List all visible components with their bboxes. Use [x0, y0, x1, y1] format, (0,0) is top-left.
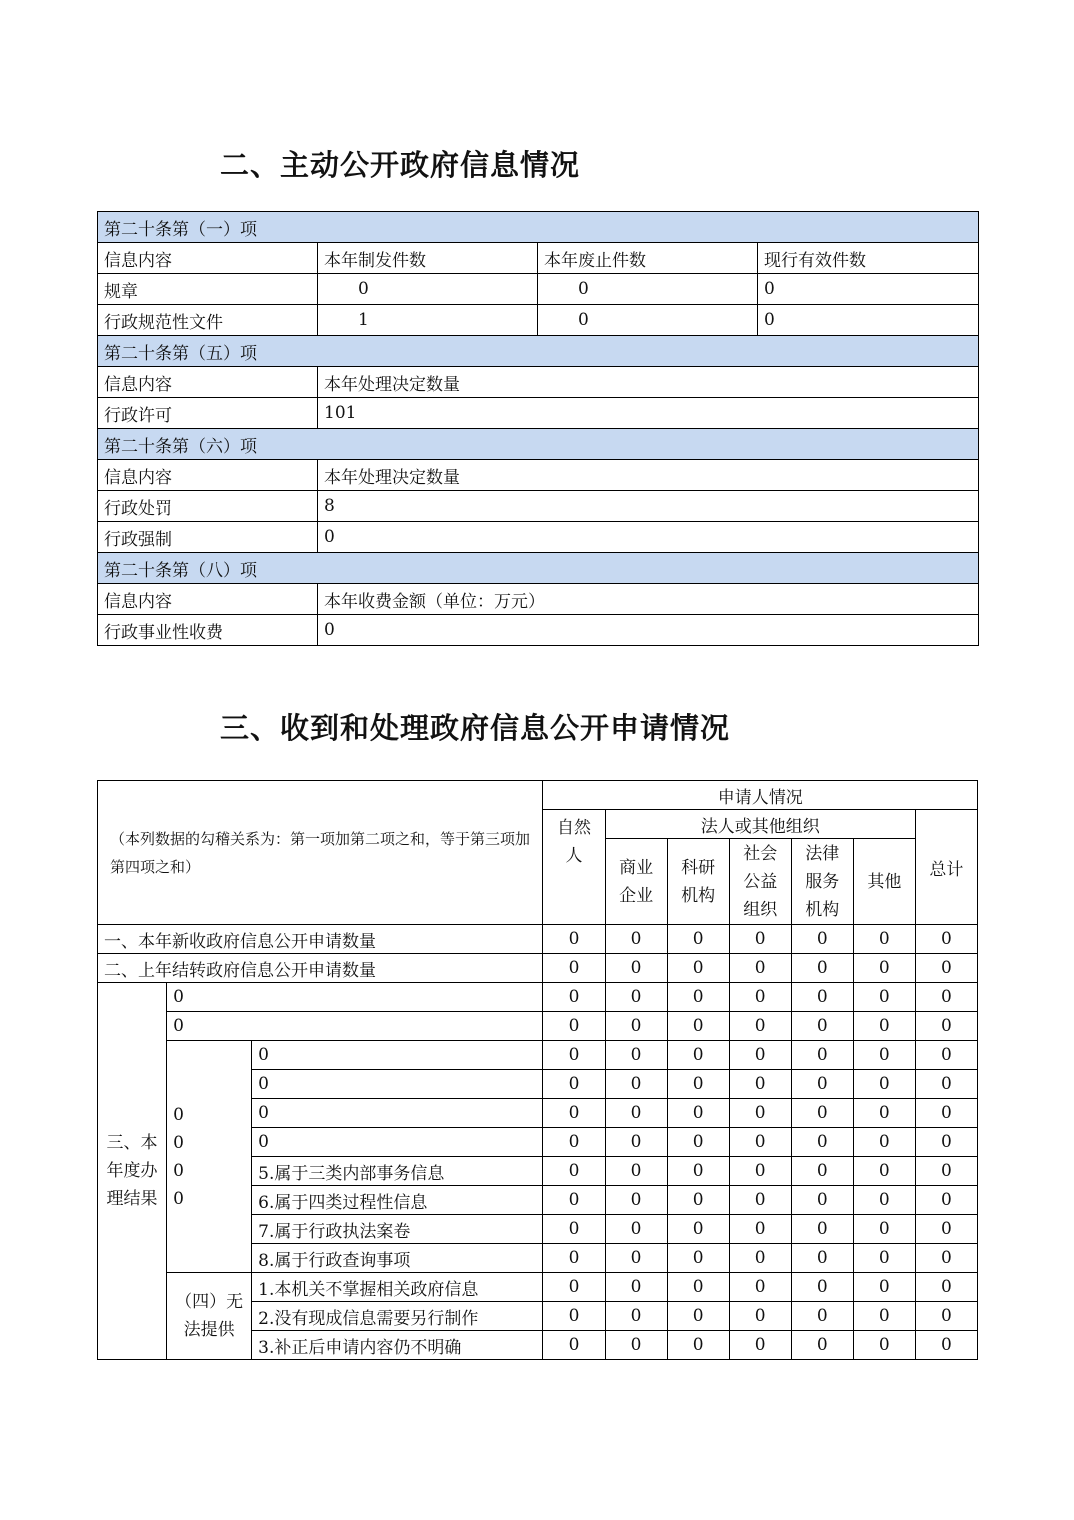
cell-value: 0 — [915, 1099, 977, 1128]
cell-value: 0 — [729, 1215, 791, 1244]
org-column-header: 其他 — [853, 839, 915, 925]
cell-value: 0 — [605, 983, 667, 1012]
cell-value: 0 — [915, 1331, 977, 1360]
fee-amount: 0 — [318, 615, 979, 646]
cell-value: 0 — [853, 1099, 915, 1128]
cell-value: 0 — [791, 954, 853, 983]
table-row — [98, 954, 978, 983]
row-label: 一、本年新收政府信息公开申请数量 — [98, 925, 543, 954]
cell-value: 0 — [729, 1128, 791, 1157]
row-label: 行政规范性文件 — [98, 305, 318, 336]
cell-value: 0 — [667, 1070, 729, 1099]
proactive-disclosure-table — [97, 211, 979, 646]
cell-value: 0 — [791, 1099, 853, 1128]
cell-value: 0 — [791, 1041, 853, 1070]
column-header: 本年废止件数 — [538, 243, 758, 274]
cell-value: 0 — [667, 983, 729, 1012]
column-header: 本年处理决定数量 — [318, 460, 979, 491]
cell-value: 0 — [543, 1186, 605, 1215]
table-row — [98, 1273, 978, 1302]
cell-value: 0 — [791, 1244, 853, 1273]
cell-value: 0 — [605, 1273, 667, 1302]
cell-value: 0 — [605, 1041, 667, 1070]
applicant-header: 申请人情况 — [543, 781, 978, 810]
cell-value: 0 — [667, 1099, 729, 1128]
table-row — [98, 983, 978, 1012]
cell-value: 0 — [729, 1041, 791, 1070]
org-column-header: 科研机构 — [667, 839, 729, 925]
row-label: 二、上年结转政府信息公开申请数量 — [98, 954, 543, 983]
cell-value: 0 — [543, 1012, 605, 1041]
column-header: 信息内容 — [98, 460, 318, 491]
valid-count: 0 — [758, 305, 979, 336]
cell-value: 0 — [853, 954, 915, 983]
cell-value: 0 — [667, 1215, 729, 1244]
cell-value: 0 — [915, 1302, 977, 1331]
column-header: 信息内容 — [98, 584, 318, 615]
row-label: 0 — [252, 1099, 543, 1128]
row-label: 0 — [252, 1041, 543, 1070]
cell-value: 0 — [605, 925, 667, 954]
section-3-title: 三、收到和处理政府信息公开申请情况 — [220, 711, 731, 745]
cell-value: 0 — [605, 1244, 667, 1273]
cell-value: 0 — [915, 925, 977, 954]
table-row — [98, 925, 978, 954]
cell-value: 0 — [791, 1215, 853, 1244]
cell-value: 0 — [605, 1070, 667, 1099]
cell-value: 0 — [915, 1244, 977, 1273]
results-group-label: 三、本年度办理结果 — [98, 983, 167, 1360]
cell-value: 0 — [791, 1070, 853, 1099]
article-8-header: 第二十条第（八）项 — [98, 553, 979, 584]
row-label: 6.属于四类过程性信息 — [252, 1186, 543, 1215]
cell-value: 0 — [729, 1273, 791, 1302]
decision-count: 0 — [318, 522, 979, 553]
cell-value: 0 — [667, 1186, 729, 1215]
cell-value: 0 — [605, 1215, 667, 1244]
sub-group-c-label — [167, 1041, 252, 1273]
cell-value: 0 — [729, 1244, 791, 1273]
cell-value: 0 — [853, 1302, 915, 1331]
cell-value: 0 — [605, 954, 667, 983]
cell-value: 0 — [667, 1157, 729, 1186]
cell-value: 0 — [729, 1186, 791, 1215]
cell-value: 0 — [853, 1215, 915, 1244]
abolished-count: 0 — [538, 274, 758, 305]
cell-value: 0 — [605, 1157, 667, 1186]
cell-value: 0 — [543, 1331, 605, 1360]
cell-value: 0 — [543, 1128, 605, 1157]
cell-value: 0 — [853, 1070, 915, 1099]
article-5-header: 第二十条第（五）项 — [98, 336, 979, 367]
column-header: 信息内容 — [98, 367, 318, 398]
column-header: 本年制发件数 — [318, 243, 538, 274]
cell-value: 0 — [791, 1331, 853, 1360]
row-label: 2.没有现成信息需要另行制作 — [252, 1302, 543, 1331]
column-header: 本年处理决定数量 — [318, 367, 979, 398]
cell-value: 0 — [853, 983, 915, 1012]
cell-value: 0 — [543, 1041, 605, 1070]
cell-value: 0 — [729, 1012, 791, 1041]
decision-count: 8 — [318, 491, 979, 522]
reconciliation-note: （本列数据的勾稽关系为：第一项加第二项之和，等于第三项加第四项之和） — [98, 781, 543, 925]
cell-value: 0 — [915, 954, 977, 983]
cell-value: 0 — [667, 925, 729, 954]
cell-value: 0 — [853, 925, 915, 954]
cell-value: 0 — [791, 1157, 853, 1186]
cell-value: 0 — [667, 1041, 729, 1070]
sub-group-d-label: （四）无法提供 — [167, 1273, 252, 1360]
article-6-header: 第二十条第（六）项 — [98, 429, 979, 460]
cell-value: 0 — [791, 1128, 853, 1157]
cell-value: 0 — [853, 1244, 915, 1273]
cell-value: 0 — [915, 1012, 977, 1041]
cell-value: 0 — [605, 1099, 667, 1128]
row-label: 行政强制 — [98, 522, 318, 553]
cell-value: 0 — [667, 954, 729, 983]
cell-value: 0 — [729, 983, 791, 1012]
table-row — [98, 1041, 978, 1070]
cell-value: 0 — [791, 1302, 853, 1331]
cell-value: 0 — [543, 925, 605, 954]
cell-value: 0 — [915, 1157, 977, 1186]
cell-value: 0 — [667, 1128, 729, 1157]
cell-value: 0 — [729, 1099, 791, 1128]
row-label: 规章 — [98, 274, 318, 305]
cell-value: 0 — [605, 1331, 667, 1360]
column-header: 现行有效件数 — [758, 243, 979, 274]
cell-value: 0 — [853, 1186, 915, 1215]
sub-group-c-line: 0 — [173, 1160, 184, 1181]
issued-count: 0 — [318, 274, 538, 305]
cell-value: 0 — [915, 983, 977, 1012]
cell-value: 0 — [667, 1302, 729, 1331]
row-label: 行政处罚 — [98, 491, 318, 522]
cell-value: 0 — [543, 1302, 605, 1331]
cell-value: 0 — [853, 1041, 915, 1070]
org-column-header: 社会公益组织 — [729, 839, 791, 925]
cell-value: 0 — [605, 1012, 667, 1041]
column-header: 信息内容 — [98, 243, 318, 274]
cell-value: 0 — [729, 1157, 791, 1186]
application-handling-table — [97, 780, 978, 1360]
valid-count: 0 — [758, 274, 979, 305]
cell-value: 0 — [729, 1302, 791, 1331]
cell-value: 0 — [853, 1012, 915, 1041]
cell-value: 0 — [605, 1302, 667, 1331]
cell-value: 0 — [791, 925, 853, 954]
section-2-title: 二、主动公开政府信息情况 — [220, 148, 581, 182]
sub-group-c-line: 0 — [173, 1132, 184, 1153]
row-label: 1.本机关不掌握相关政府信息 — [252, 1273, 543, 1302]
cell-value: 0 — [853, 1128, 915, 1157]
row-label: 3.补正后申请内容仍不明确 — [252, 1331, 543, 1360]
org-header: 法人或其他组织 — [605, 810, 915, 839]
abolished-count: 0 — [538, 305, 758, 336]
cell-value: 0 — [605, 1186, 667, 1215]
cell-value: 0 — [605, 1128, 667, 1157]
column-header: 本年收费金额（单位：万元） — [318, 584, 979, 615]
cell-value: 0 — [853, 1273, 915, 1302]
cell-value: 0 — [543, 954, 605, 983]
cell-value: 0 — [791, 1186, 853, 1215]
cell-value: 0 — [915, 1041, 977, 1070]
cell-value: 0 — [543, 1273, 605, 1302]
total-header: 总计 — [915, 810, 977, 925]
row-label: 5.属于三类内部事务信息 — [252, 1157, 543, 1186]
cell-value: 0 — [667, 1012, 729, 1041]
row-label: 7.属于行政执法案卷 — [252, 1215, 543, 1244]
row-label: 行政许可 — [98, 398, 318, 429]
row-label: 0 — [252, 1128, 543, 1157]
cell-value: 0 — [667, 1244, 729, 1273]
cell-value: 0 — [915, 1186, 977, 1215]
article-1-header: 第二十条第（一）项 — [98, 212, 979, 243]
sub-group-c-line: 0 — [173, 1188, 184, 1209]
decision-count: 101 — [318, 398, 979, 429]
row-label: 8.属于行政查询事项 — [252, 1244, 543, 1273]
org-column-header: 商业企业 — [605, 839, 667, 925]
row-label: 0 — [167, 983, 543, 1012]
issued-count: 1 — [318, 305, 538, 336]
cell-value: 0 — [853, 1331, 915, 1360]
cell-value: 0 — [543, 1157, 605, 1186]
cell-value: 0 — [667, 1331, 729, 1360]
cell-value: 0 — [543, 1099, 605, 1128]
cell-value: 0 — [853, 1157, 915, 1186]
org-column-header: 法律服务机构 — [791, 839, 853, 925]
cell-value: 0 — [667, 1273, 729, 1302]
cell-value: 0 — [729, 954, 791, 983]
cell-value: 0 — [915, 1215, 977, 1244]
cell-value: 0 — [915, 1128, 977, 1157]
natural-person-header: 自然人 — [543, 810, 605, 925]
cell-value: 0 — [791, 1012, 853, 1041]
cell-value: 0 — [729, 1331, 791, 1360]
cell-value: 0 — [729, 1070, 791, 1099]
cell-value: 0 — [791, 1273, 853, 1302]
row-label: 0 — [252, 1070, 543, 1099]
row-label: 0 — [167, 1012, 543, 1041]
cell-value: 0 — [915, 1273, 977, 1302]
row-label: 行政事业性收费 — [98, 615, 318, 646]
cell-value: 0 — [543, 1215, 605, 1244]
cell-value: 0 — [543, 983, 605, 1012]
cell-value: 0 — [915, 1070, 977, 1099]
table-row — [98, 1012, 978, 1041]
cell-value: 0 — [729, 925, 791, 954]
cell-value: 0 — [791, 983, 853, 1012]
cell-value: 0 — [543, 1244, 605, 1273]
sub-group-c-line: 0 — [173, 1104, 184, 1125]
cell-value: 0 — [543, 1070, 605, 1099]
